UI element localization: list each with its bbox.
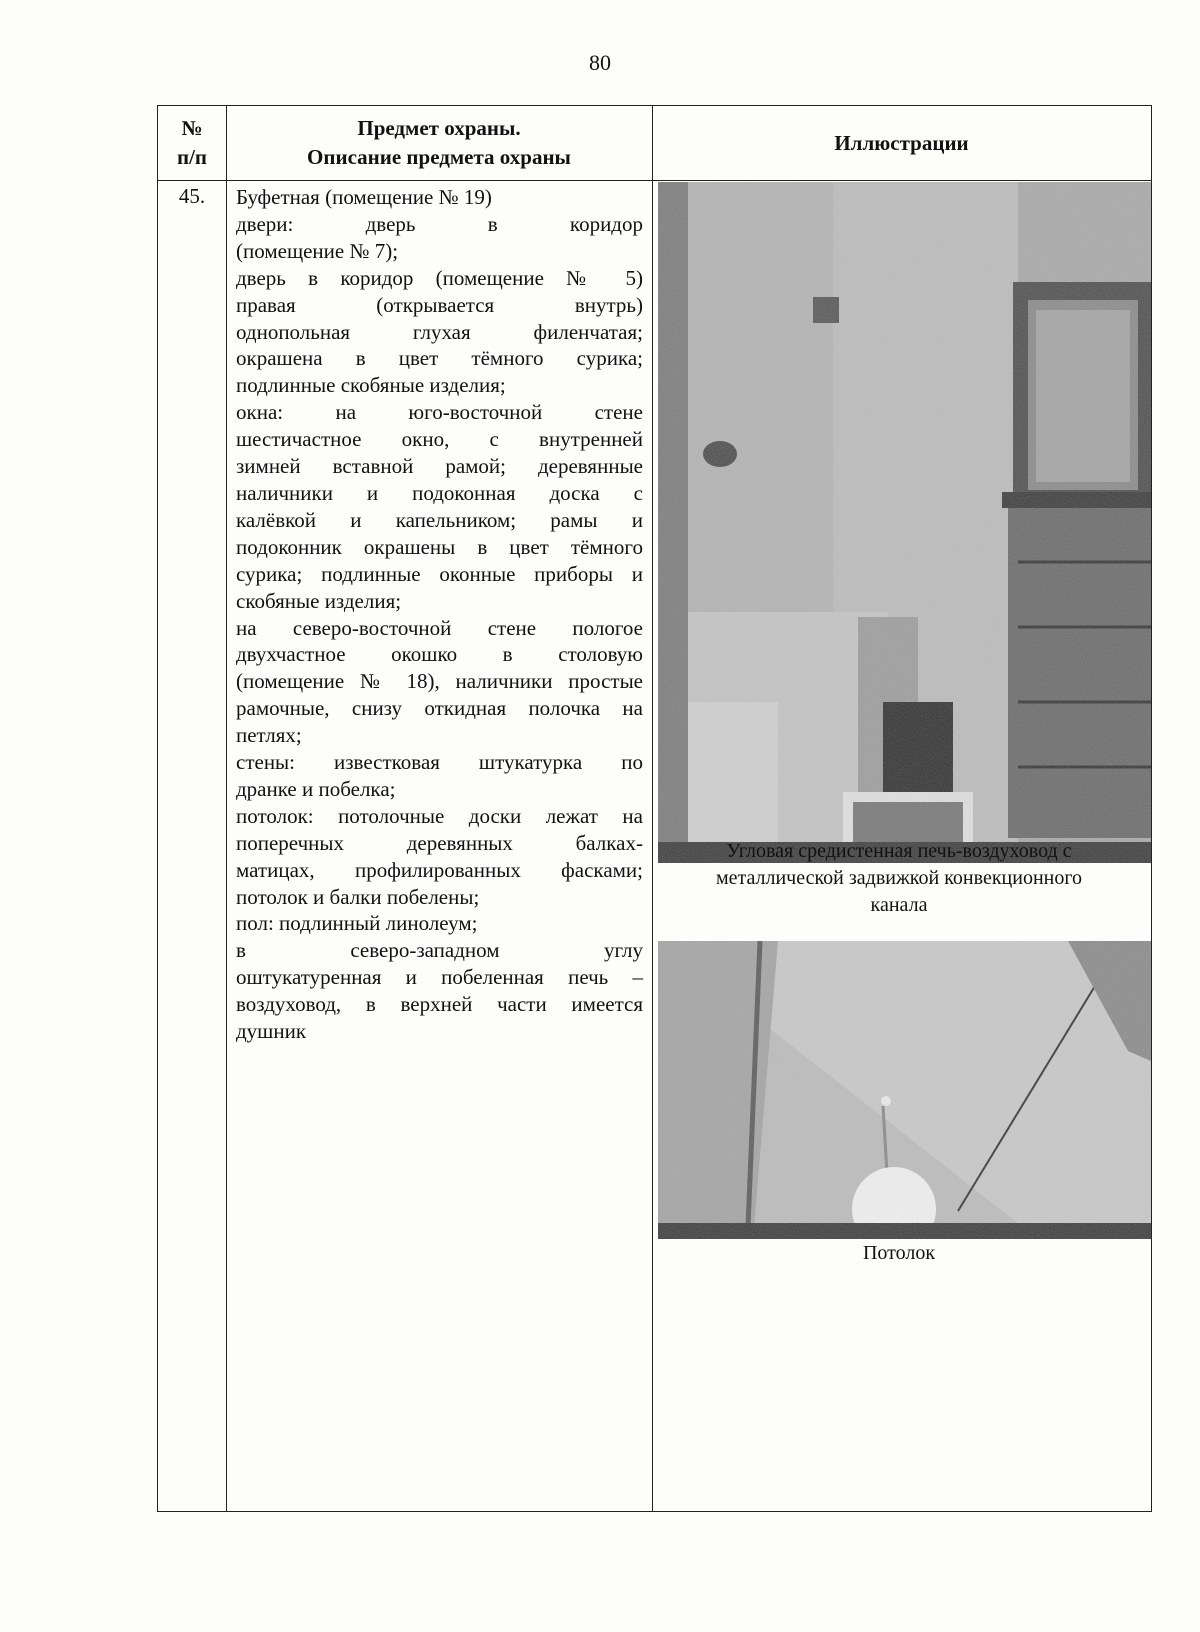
description-line: оштукатуренная и побеленная печь –: [236, 965, 643, 990]
description-line: окна: на юго-восточной стене: [236, 400, 643, 425]
ceiling-caption: [654, 1240, 1144, 1267]
description-line: сурика; подлинные оконные приборы и: [236, 561, 643, 586]
header-number-line: №: [181, 116, 203, 140]
stove-caption: [654, 838, 1144, 919]
stove-photo: [658, 182, 1151, 863]
stove-photo-image: [658, 182, 1151, 863]
description-line: на северо-восточной стене пологое: [236, 615, 643, 640]
description-line: дверь в коридор (помещение № 5): [236, 265, 643, 290]
header-divider: [158, 180, 1151, 181]
description-line: (помещение № 7);: [236, 238, 399, 263]
description-line: воздуховод, в верхней части имеется: [236, 992, 643, 1017]
description-line: калёвкой и капельником; рамы и: [236, 507, 643, 532]
row-number: 45.: [178, 184, 206, 208]
description-line: стены: известковая штукатурка по: [236, 750, 643, 775]
ceiling-photo-image: [658, 941, 1151, 1239]
description-line: шестичастное окно, с внутренней: [236, 427, 643, 452]
description-line: наличники и подоконная доска с: [236, 480, 643, 505]
column-divider: [652, 106, 653, 1511]
caption-line: Угловая средистенная печь-воздуховод с: [726, 840, 1072, 862]
header-subject-line: Описание предмета охраны: [307, 145, 571, 169]
caption-line: Потолок: [862, 1242, 936, 1264]
header-number-line: п/п: [176, 145, 208, 169]
column-divider: [226, 106, 227, 1511]
protection-table: [157, 105, 1152, 1512]
description-line: душник: [236, 1019, 307, 1044]
caption-line: канала: [870, 894, 928, 916]
description-line: петлях;: [236, 723, 302, 748]
header-number: [158, 106, 226, 180]
description-line: скобяные изделия;: [236, 588, 402, 613]
description-line: двухчастное окошко в столовую: [236, 642, 643, 667]
description-line: подлинные скобяные изделия;: [236, 373, 506, 398]
description-line: правая (открывается внутрь): [236, 292, 643, 317]
ceiling-photo: [658, 941, 1151, 1239]
page-number: 80: [589, 50, 611, 75]
description-line: Буфетная (помещение № 19): [236, 185, 492, 209]
header-subject: [226, 106, 652, 180]
description-line: зимней вставной рамой; деревянные: [236, 454, 643, 479]
description-line: однопольная глухая филенчатая;: [236, 319, 643, 344]
description-line: пол: подлинный линолеум;: [236, 911, 478, 936]
description-line: окрашена в цвет тёмного сурика;: [236, 346, 643, 371]
caption-line: металлической задвижкой конвекционного: [715, 867, 1083, 889]
description-line: (помещение № 18), наличники простые: [236, 669, 643, 694]
description-line: матицах, профилированных фасками;: [236, 857, 643, 882]
header-illustrations: Иллюстрации: [834, 130, 969, 155]
description-line: рамочные, снизу откидная полочка на: [236, 696, 643, 721]
description-line: подоконник окрашены в цвет тёмного: [236, 534, 643, 559]
header-subject-line: Предмет охраны.: [357, 116, 521, 140]
description-line: дранке и побелка;: [236, 776, 396, 801]
description-line: потолок: потолочные доски лежат на: [236, 803, 643, 828]
description-line: потолок и балки побелены;: [236, 884, 480, 909]
description-line: поперечных деревянных балках-: [236, 830, 643, 855]
description-line: в северо-западном углу: [236, 938, 643, 963]
row-description: [236, 184, 643, 1045]
description-line: двери: дверь в коридор: [236, 211, 643, 236]
